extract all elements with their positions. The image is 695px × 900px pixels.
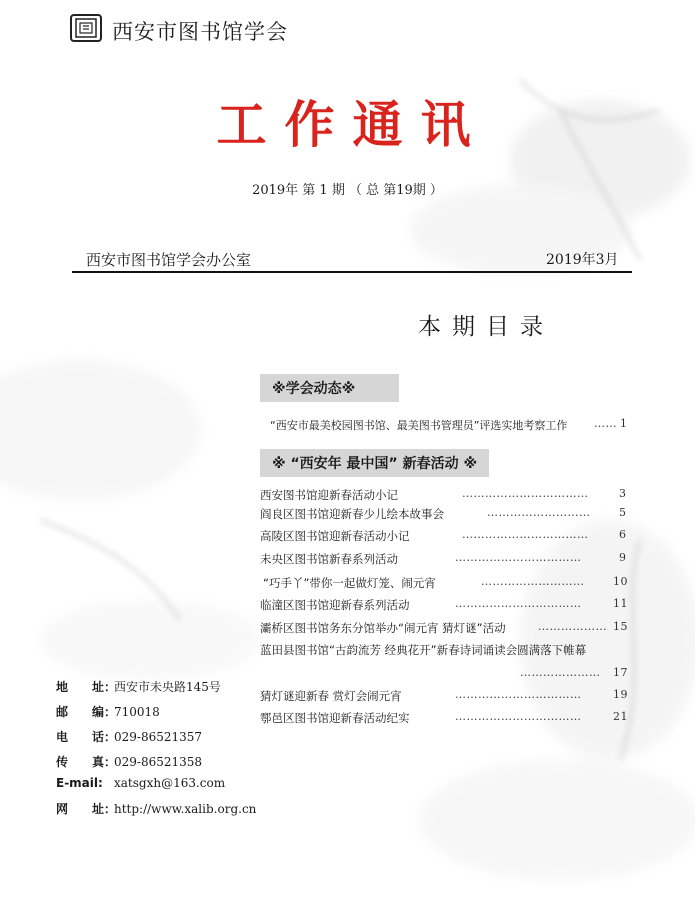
toc-entry-title: 未央区图书馆新春系列活动	[260, 552, 398, 566]
contact-fax	[56, 753, 202, 770]
contact-value: 西安市未央路145号	[114, 680, 221, 694]
toc-leader-dots: ………………	[538, 620, 607, 633]
toc-entry-title: “西安市最美校园图书馆、最美图书管理员”评选实地考察工作	[270, 419, 568, 432]
toc-page-number: 21	[613, 710, 628, 723]
toc-leader-dots: ………………………	[487, 506, 591, 519]
contact-label: 邮 编：	[56, 705, 117, 719]
header-rule	[72, 271, 632, 273]
contact-phone	[56, 728, 202, 745]
toc-page-number: 6	[619, 528, 627, 541]
toc-leader-dots: ……	[594, 417, 617, 430]
contact-label: 网 址：	[56, 802, 117, 816]
toc-leader-dots: ………………………	[481, 575, 585, 588]
toc-title: 本期目录	[418, 314, 554, 340]
publication-date: 2019年3月	[546, 252, 619, 268]
toc-leader-dots: ……………………………	[455, 710, 582, 723]
toc-leader-dots: ……………………………	[455, 597, 582, 610]
toc-entry-title: 临潼区图书馆迎新春系列活动	[260, 598, 410, 612]
contact-value: xatsgxh@163.com	[114, 776, 226, 790]
section-tag-society-news: ※学会动态※	[260, 374, 399, 402]
contact-label: 传 真：	[56, 755, 117, 769]
toc-entry-title: 阎良区图书馆迎新春少儿绘本故事会	[260, 507, 444, 521]
toc-leader-dots: ……………………………	[455, 688, 582, 701]
toc-page-number: 5	[619, 506, 627, 519]
contact-value: http://www.xalib.org.cn	[114, 802, 257, 816]
toc-entry-title: 鄠邑区图书馆迎新春活动纪实	[260, 711, 410, 725]
toc-leader-dots: ……………………………	[462, 528, 589, 541]
toc-entry-title: 西安图书馆迎新春活动小记	[260, 488, 398, 502]
contact-website	[56, 800, 256, 817]
toc-page-number: 11	[613, 597, 628, 610]
toc-entry-title: “巧手丫”带你一起做灯笼、闹元宵	[263, 576, 436, 590]
toc-page-number: 17	[613, 666, 628, 679]
contact-label: 电 话：	[56, 730, 117, 744]
toc-leader-dots: ……………………………	[462, 487, 589, 500]
toc-page-number: 3	[619, 487, 627, 500]
contact-value: 710018	[114, 705, 160, 719]
contact-label: E-mail:	[56, 776, 103, 790]
toc-leader-dots: …………………	[520, 666, 601, 679]
toc-entry-title: 猜灯谜迎新春 赏灯会闹元宵	[260, 689, 402, 703]
contact-label: 地 址：	[56, 680, 117, 694]
toc-entry-title: 灞桥区图书馆务东分馆举办“闹元宵 猜灯谜”活动	[260, 621, 506, 635]
newsletter-title: 工作通讯	[216, 96, 489, 154]
library-seal-icon	[70, 14, 102, 42]
issue-info: 2019年 第 1 期 （ 总 第19期 ）	[252, 183, 443, 198]
contact-value: 029-86521357	[114, 730, 203, 744]
toc-entry-title: 高陵区图书馆迎新春活动小记	[260, 529, 410, 543]
contact-value: 029-86521358	[114, 755, 203, 769]
toc-page-number: 15	[613, 620, 628, 633]
contact-postcode	[56, 703, 160, 720]
toc-page-number: 10	[613, 575, 628, 588]
contact-email	[56, 776, 225, 790]
publisher-office: 西安市图书馆学会办公室	[86, 251, 252, 269]
section-tag-spring-festival: ※ “西安年 最中国” 新春活动 ※	[260, 449, 489, 477]
contact-address	[56, 678, 221, 695]
toc-page-number: 9	[619, 551, 627, 564]
toc-page-number: 19	[613, 688, 628, 701]
toc-entry-title: 蓝田县图书馆“古韵流芳 经典花开”新春诗词诵读会圆满落下帷幕	[260, 643, 587, 657]
org-name: 西安市图书馆学会	[112, 20, 288, 44]
toc-leader-dots: ……………………………	[455, 551, 582, 564]
toc-page-number: 1	[620, 417, 628, 430]
